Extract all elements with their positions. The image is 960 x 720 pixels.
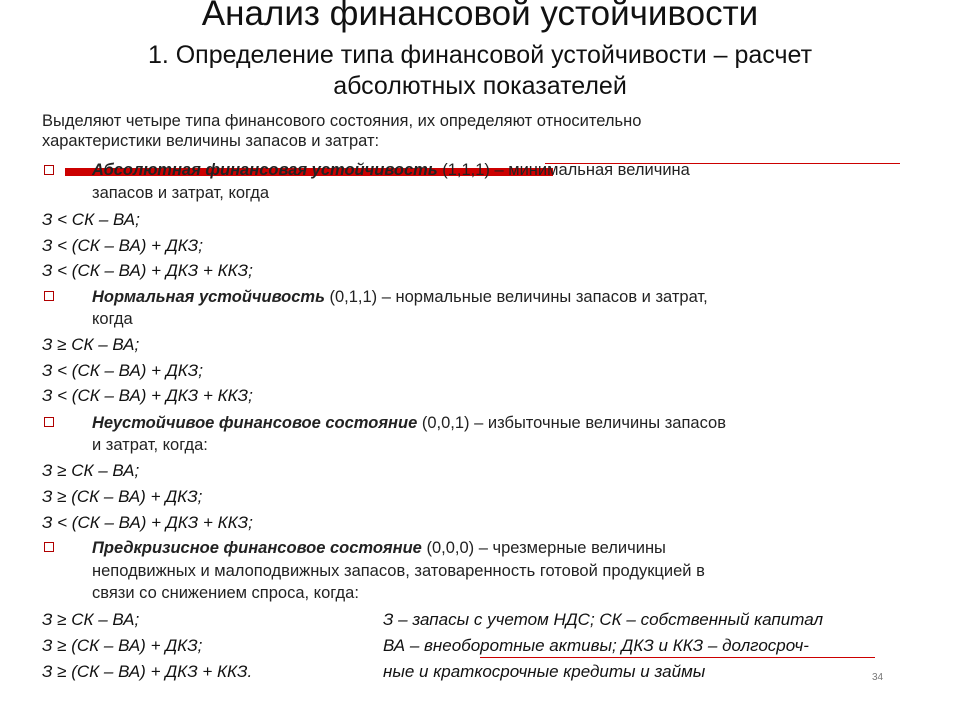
intro-line-2: характеристики величины запасов и затрат:	[42, 132, 380, 150]
subtitle-line-2: абсолютных показателей	[333, 72, 627, 100]
type-3-condition: З < (СК – ВА) + ДКЗ + ККЗ;	[42, 513, 253, 532]
type-4-heading	[92, 538, 666, 558]
type-2-condition: З < (СК – ВА) + ДКЗ;	[42, 361, 203, 380]
type-2-name: Нормальная устойчивость	[92, 288, 325, 306]
legend-line: ные и краткосрочные кредиты и займы	[383, 662, 706, 681]
subtitle-line-1: 1. Определение типа финансовой устойчивости – расчет	[147, 41, 813, 69]
red-divider-line-bottom	[480, 657, 875, 658]
type-3-name: Неустойчивое финансовое состояние	[92, 414, 418, 432]
type-1-condition: З < (СК – ВА) + ДКЗ;	[42, 236, 203, 255]
type-3-heading	[92, 413, 726, 433]
bullet-square-icon	[44, 291, 54, 301]
type-3-desc: и затрат, когда:	[92, 436, 208, 454]
type-1-code: (1,1,1) – минимальная величина	[437, 161, 690, 179]
type-4-desc-line-2: неподвижных и малоподвижных запасов, затоваренность готовой продукцией в	[92, 562, 705, 580]
bullet-square-icon	[44, 542, 54, 552]
intro-line-1: Выделяют четыре типа финансового состояния, их определяют относительно	[42, 112, 642, 130]
type-1-desc: запасов и затрат, когда	[92, 184, 270, 202]
type-4-condition: З ≥ (СК – ВА) + ДКЗ + ККЗ.	[42, 662, 253, 681]
type-3-condition: З ≥ (СК – ВА) + ДКЗ;	[42, 487, 203, 506]
type-1-condition: З < СК – ВА;	[42, 210, 140, 229]
type-2-desc: когда	[92, 310, 133, 328]
legend-line: З – запасы с учетом НДС; СК – собственный капитал	[383, 610, 824, 629]
type-1-heading	[92, 160, 690, 180]
type-2-condition: З ≥ СК – ВА;	[42, 335, 140, 354]
slide-subtitle	[60, 40, 900, 102]
type-4-code: (0,0,0) – чрезмерные величины	[421, 539, 666, 557]
bullet-square-icon	[44, 417, 54, 427]
type-3-condition: З ≥ СК – ВА;	[42, 461, 140, 480]
type-2-code: (0,1,1) – нормальные величины запасов и затрат,	[324, 288, 708, 306]
legend-line: ВА – внеоборотные активы; ДКЗ и ККЗ – долгосроч-	[383, 636, 809, 655]
type-4-condition: З ≥ (СК – ВА) + ДКЗ;	[42, 636, 203, 655]
page-number: 34	[872, 672, 884, 683]
type-4-condition: З ≥ СК – ВА;	[42, 610, 140, 629]
type-2-condition: З < (СК – ВА) + ДКЗ + ККЗ;	[42, 386, 253, 405]
bullet-square-icon	[44, 165, 54, 175]
type-4-name: Предкризисное финансовое состояние	[92, 539, 422, 557]
type-4-desc-line-3: связи со снижением спроса, когда:	[92, 584, 359, 602]
type-1-condition: З < (СК – ВА) + ДКЗ + ККЗ;	[42, 261, 253, 280]
type-2-heading	[92, 287, 708, 307]
type-3-code: (0,0,1) – избыточные величины запасов	[417, 414, 726, 432]
slide-title: Анализ финансовой устойчивости	[201, 0, 759, 33]
type-1-name: Абсолютная финансовая устойчивость	[92, 161, 438, 179]
